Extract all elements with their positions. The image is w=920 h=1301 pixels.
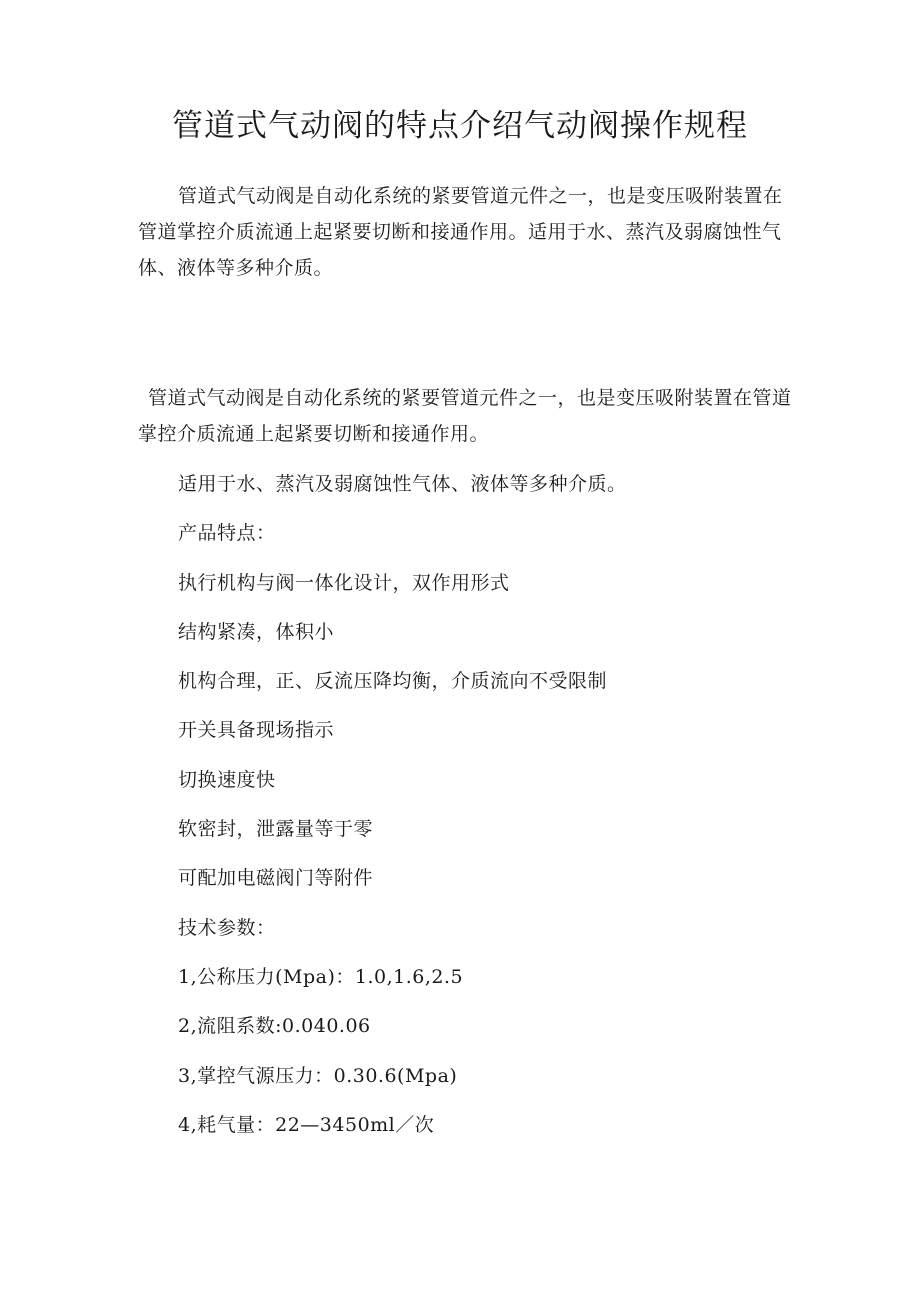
text-line: 适用于水、蒸汽及弱腐蚀性气体、液体等多种介质。 [178, 473, 627, 495]
feature-line: 切换速度快 [178, 768, 276, 791]
feature-line: 执行机构与阀一体化设计，双作用形式 [178, 571, 510, 594]
feature-line: 机构合理，正、反流压降均衡，介质流向不受限制 [178, 670, 608, 693]
parameter-line: 3,掌控气源压力：0.30.6(Mpa) [178, 1064, 458, 1087]
section-heading-parameters: 技术参数： [178, 916, 276, 939]
feature-line: 软密封，泄露量等于零 [178, 818, 374, 841]
section-heading-features: 产品特点： [178, 522, 276, 545]
parameter-line: 1,公称压力(Mpa)：1.0,1.6,2.5 [178, 965, 464, 988]
content-lines [178, 466, 798, 1156]
parameter-line: 2,流阻系数:0.040.06 [178, 1015, 371, 1038]
body-paragraph: 管道式气动阀是自动化系统的紧要管道元件之一，也是变压吸附装置在管道掌控介质流通上起紧要切断和接通作用。 [138, 387, 792, 445]
feature-line: 可配加电磁阀门等附件 [178, 867, 374, 890]
feature-line: 开关具备现场指示 [178, 719, 335, 742]
parameter-line: 4,耗气量：22—3450ml／次 [178, 1113, 435, 1136]
document-title: 管道式气动阀的特点介绍气动阀操作规程 [172, 108, 748, 144]
intro-paragraph: 管道式气动阀是自动化系统的紧要管道元件之一，也是变压吸附装置在管道掌控介质流通上起紧要切断和接通作用。适用于水、蒸汽及弱腐蚀性气体、液体等多种介质。 [138, 185, 783, 279]
feature-line: 结构紧凑，体积小 [178, 620, 335, 643]
